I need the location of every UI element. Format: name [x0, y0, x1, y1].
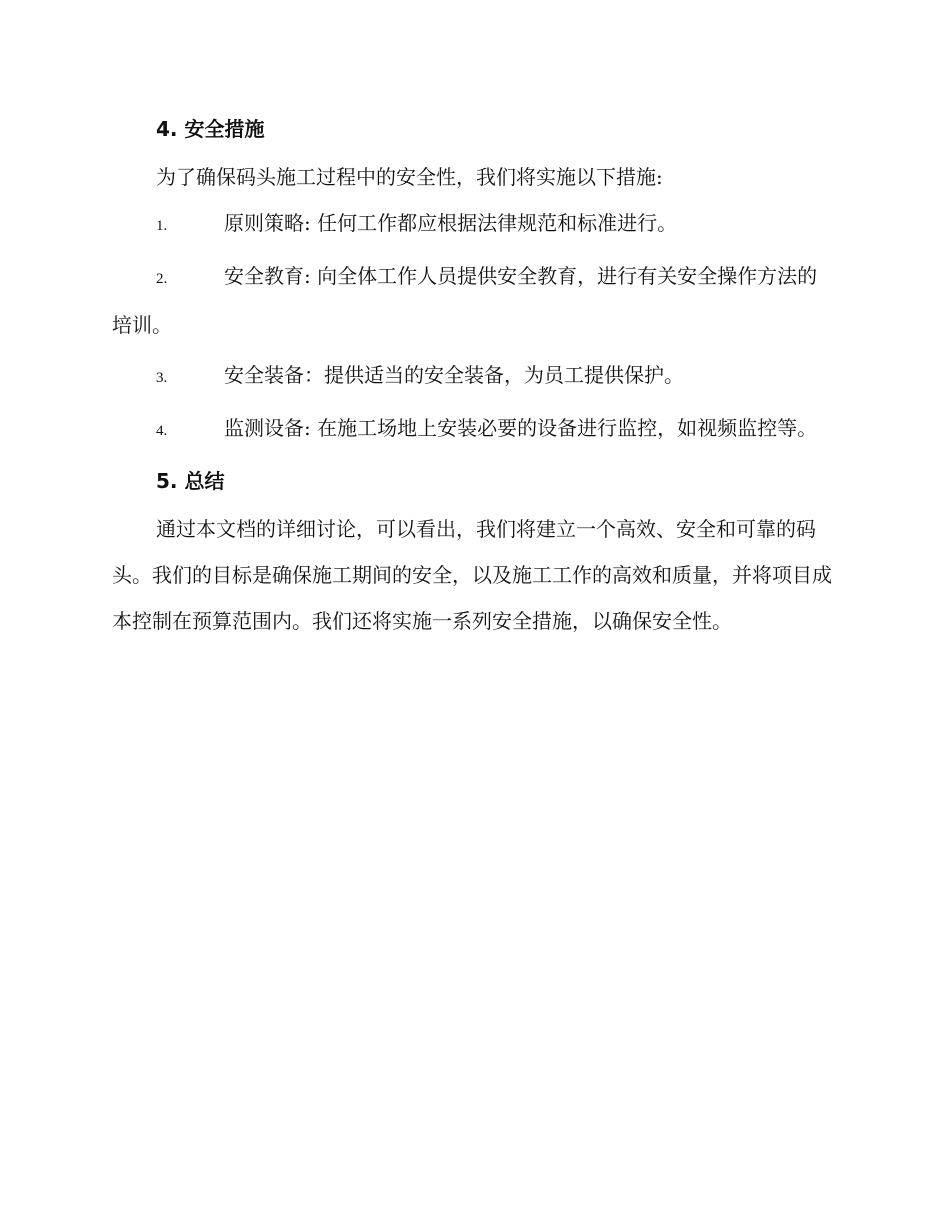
list-item-text: 监测设备: 在施工场地上安装必要的设备进行监控，如视频监控等。: [224, 416, 818, 440]
list-number: 1.: [156, 218, 168, 234]
list-number: 2.: [156, 271, 168, 287]
summary-paragraph: 通过本文档的详细讨论，可以看出，我们将建立一个高效、安全和可靠的码头。我们的目标是确保施工期间的安全，以及施工工作的高效和质量，并将项目成本控制在预算范围内。我们还将实施一系列安全措施，以确保安全性。: [112, 517, 832, 633]
list-item: [112, 352, 832, 401]
list-item-text: 原则策略: 任何工作都应根据法律规范和标准进行。: [224, 211, 678, 235]
safety-intro-paragraph: 为了确保码头施工过程中的安全性，我们将实施以下措施:: [156, 165, 663, 189]
list-number: 3.: [156, 370, 168, 386]
list-item: [112, 253, 832, 348]
list-item-text: 安全装备：提供适当的安全装备，为员工提供保护。: [224, 363, 684, 387]
list-item: [112, 200, 832, 249]
document-page: [112, 112, 832, 644]
list-item-text: 安全教育: 向全体工作人员提供安全教育，进行有关安全操作方法的培训。: [112, 264, 818, 337]
section-heading-summary: 5. 总结: [156, 469, 225, 493]
section-heading-safety: 4. 安全措施: [156, 117, 265, 141]
list-item: [112, 405, 832, 454]
list-number: 4.: [156, 423, 168, 439]
